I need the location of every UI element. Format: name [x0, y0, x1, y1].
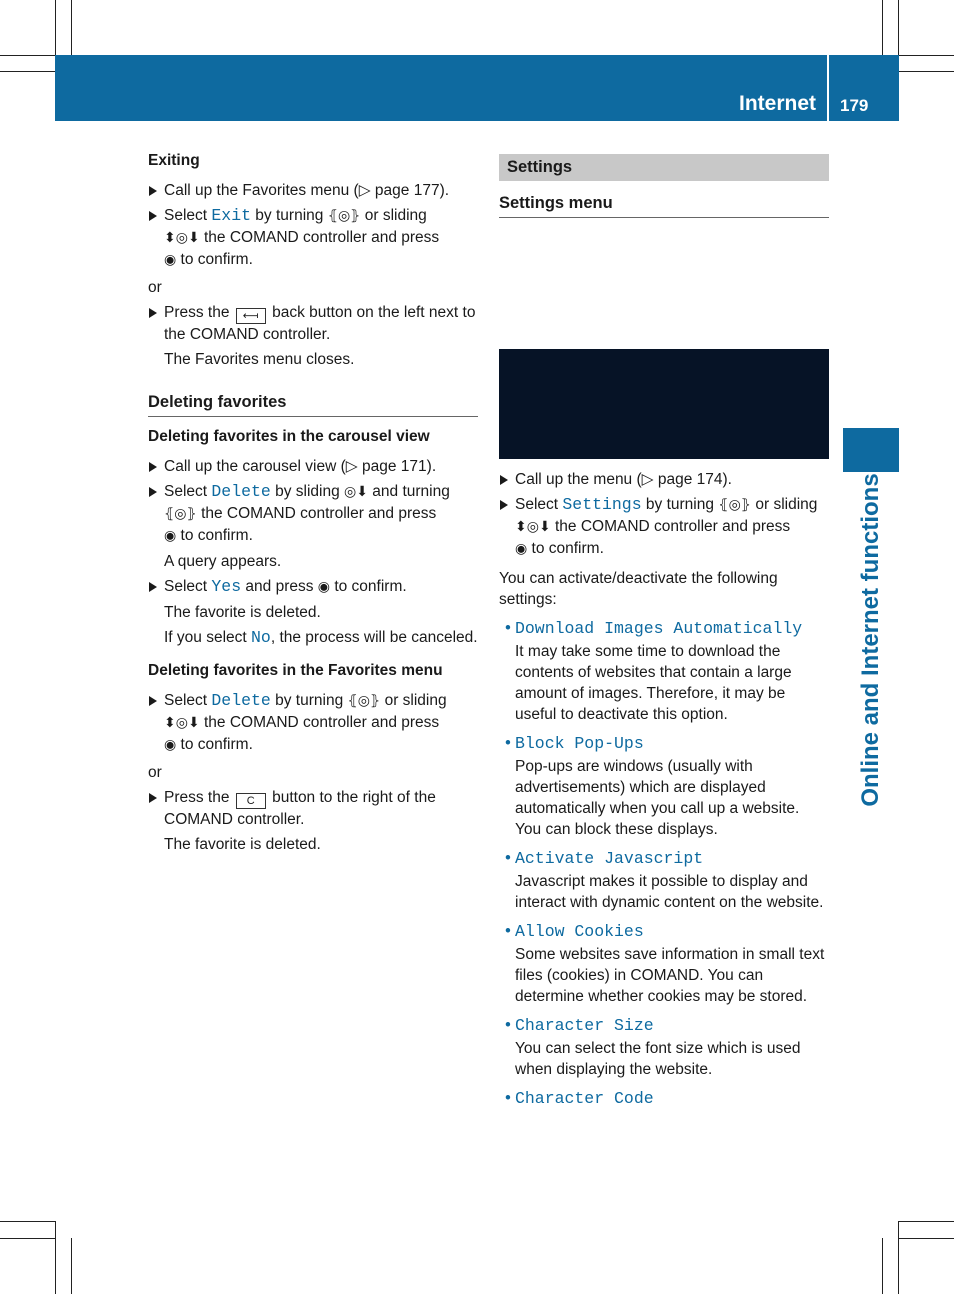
setting-character-size: • Character Size: [499, 1015, 829, 1036]
deleting-section: [148, 392, 478, 855]
exiting-step-3: [148, 302, 478, 345]
exiting-step-1: Call up the Favorites menu (▷ page 177).: [148, 180, 478, 201]
turn-controller-icon: ⦃◎⦄: [164, 506, 197, 522]
press-controller-icon: ◉: [164, 252, 177, 268]
favorites-step-2: [148, 787, 478, 830]
crop-mark: [898, 71, 954, 72]
text: Select: [164, 578, 212, 595]
crop-mark: [898, 55, 954, 56]
side-chapter-label: Online and Internet functions: [857, 473, 884, 807]
press-controller-icon: ◉: [164, 528, 177, 544]
text: by turning: [641, 496, 719, 513]
setting-description: Some websites save information in small text files (cookies) in COMAND. You can determine whether cookies may be stored.: [515, 946, 825, 1005]
text: If you select: [164, 629, 252, 646]
favorites-menu-heading: Deleting favorites in the Favorites menu: [148, 662, 443, 679]
press-controller-icon: ◉: [164, 737, 177, 753]
screen-image: [499, 349, 829, 459]
crop-mark: [0, 71, 56, 72]
text: to confirm.: [176, 527, 253, 544]
chapter-title: Internet: [738, 92, 816, 115]
deleting-heading: Deleting favorites: [148, 392, 478, 417]
exiting-step-2: [148, 205, 478, 271]
settings-list: [499, 618, 829, 1109]
text: and turning: [368, 483, 450, 500]
setting-description: Pop-ups are windows (usually with advertisements) which are displayed automatically when you call up a website. You can block these displays.: [515, 758, 800, 838]
press-controller-icon: ◉: [515, 541, 528, 557]
setting-download-images: • Download Images Automatically: [499, 618, 829, 639]
crop-mark: [898, 1221, 899, 1294]
exiting-result: The Favorites menu closes.: [164, 351, 355, 368]
text: Select: [515, 496, 563, 513]
text: or sliding: [751, 496, 818, 513]
text: the COMAND controller and press: [196, 505, 437, 522]
carousel-heading: Deleting favorites in the carousel view: [148, 428, 430, 445]
carousel-step-3-result: The favorite is deleted.: [164, 604, 321, 621]
menu-item-delete: Delete: [211, 482, 271, 501]
text: by turning: [251, 207, 328, 224]
screen-image-top: [499, 227, 829, 347]
header-separator: [827, 55, 829, 121]
crop-mark: [71, 0, 72, 56]
setting-description: You can select the font size which is used when displaying the website.: [515, 1040, 801, 1078]
back-button-icon: ⟻: [236, 308, 266, 324]
slide-down-icon: ◎⬇: [344, 484, 368, 500]
crop-mark: [55, 0, 56, 56]
setting-description: Javascript makes it possible to display and interact with dynamic content on the website.: [515, 873, 824, 911]
text: by turning: [270, 692, 348, 709]
menu-item-settings: Settings: [562, 495, 642, 514]
carousel-step-2: [148, 481, 478, 547]
text: the COMAND controller and press: [199, 229, 440, 246]
crop-mark: [71, 1238, 72, 1294]
menu-item-yes: Yes: [211, 577, 242, 596]
menu-item-exit: Exit: [211, 206, 251, 225]
exiting-heading: Exiting: [148, 152, 200, 169]
text: Press the: [164, 789, 234, 806]
clear-button-icon: C: [236, 793, 266, 809]
menu-item-no: No: [251, 628, 271, 647]
text: the COMAND controller and press: [199, 714, 440, 731]
page-number: 179: [840, 96, 869, 115]
crop-mark: [0, 1238, 56, 1239]
setting-block-popups: • Block Pop-Ups: [499, 733, 829, 754]
carousel-step-2-result: A query appears.: [164, 553, 282, 570]
crop-mark: [55, 1221, 56, 1294]
text: , the process will be canceled.: [270, 629, 478, 646]
exiting-section: [148, 150, 478, 370]
settings-step-2: [499, 494, 829, 560]
crop-mark: [898, 1221, 954, 1222]
text: or sliding: [380, 692, 447, 709]
favorites-step-1: [148, 690, 478, 756]
setting-allow-cookies: • Allow Cookies: [499, 921, 829, 942]
crop-mark: [898, 1238, 954, 1239]
text: Select: [164, 483, 212, 500]
or-text: or: [148, 279, 162, 296]
text: or sliding: [360, 207, 427, 224]
text: to confirm.: [527, 540, 604, 557]
settings-step-1: Call up the menu (▷ page 174).: [499, 469, 829, 490]
menu-item-delete: Delete: [211, 691, 271, 710]
crop-mark: [0, 1221, 56, 1222]
text: the COMAND controller and press: [550, 518, 791, 535]
text: to confirm.: [176, 251, 253, 268]
text: Select: [164, 692, 212, 709]
setting-description: It may take some time to download the contents of websites that contain a large amount of images. Therefore, it may be useful to deactivate this option.: [515, 643, 792, 723]
crop-mark: [882, 0, 883, 56]
settings-intro: You can activate/deactivate the following settings:: [499, 570, 778, 608]
text: to confirm.: [330, 578, 407, 595]
right-column: [499, 154, 829, 1109]
setting-character-code: • Character Code: [499, 1088, 829, 1109]
text: back button on the left next to the COMAND controller.: [164, 304, 476, 343]
left-column: [148, 150, 478, 859]
text: Press the: [164, 304, 234, 321]
crop-mark: [882, 1238, 883, 1294]
text: Select: [164, 207, 212, 224]
carousel-step-1: Call up the carousel view (▷ page 171).: [148, 456, 478, 477]
side-tab-marker: [843, 428, 899, 472]
carousel-step-3: [148, 576, 478, 598]
settings-bar-title: Settings: [499, 154, 829, 181]
text: by sliding: [270, 483, 345, 500]
setting-activate-javascript: • Activate Javascript: [499, 848, 829, 869]
carousel-note: [148, 627, 478, 648]
favorites-result: The favorite is deleted.: [164, 836, 321, 853]
text: to confirm.: [176, 736, 253, 753]
slide-controller-icon: ⬍◎⬇: [164, 715, 200, 731]
turn-controller-icon: ⦃◎⦄: [347, 693, 381, 709]
slide-controller-icon: ⬍◎⬇: [164, 230, 200, 246]
settings-menu-heading: Settings menu: [499, 193, 829, 218]
text: button to the right of the COMAND controller.: [164, 789, 436, 828]
text: and press: [241, 578, 318, 595]
crop-mark: [898, 0, 899, 56]
or-text: or: [148, 764, 162, 781]
slide-controller-icon: ⬍◎⬇: [515, 519, 551, 535]
turn-controller-icon: ⦃◎⦄: [327, 208, 361, 224]
crop-mark: [0, 55, 56, 56]
turn-controller-icon: ⦃◎⦄: [718, 497, 752, 513]
press-controller-icon: ◉: [317, 579, 331, 595]
